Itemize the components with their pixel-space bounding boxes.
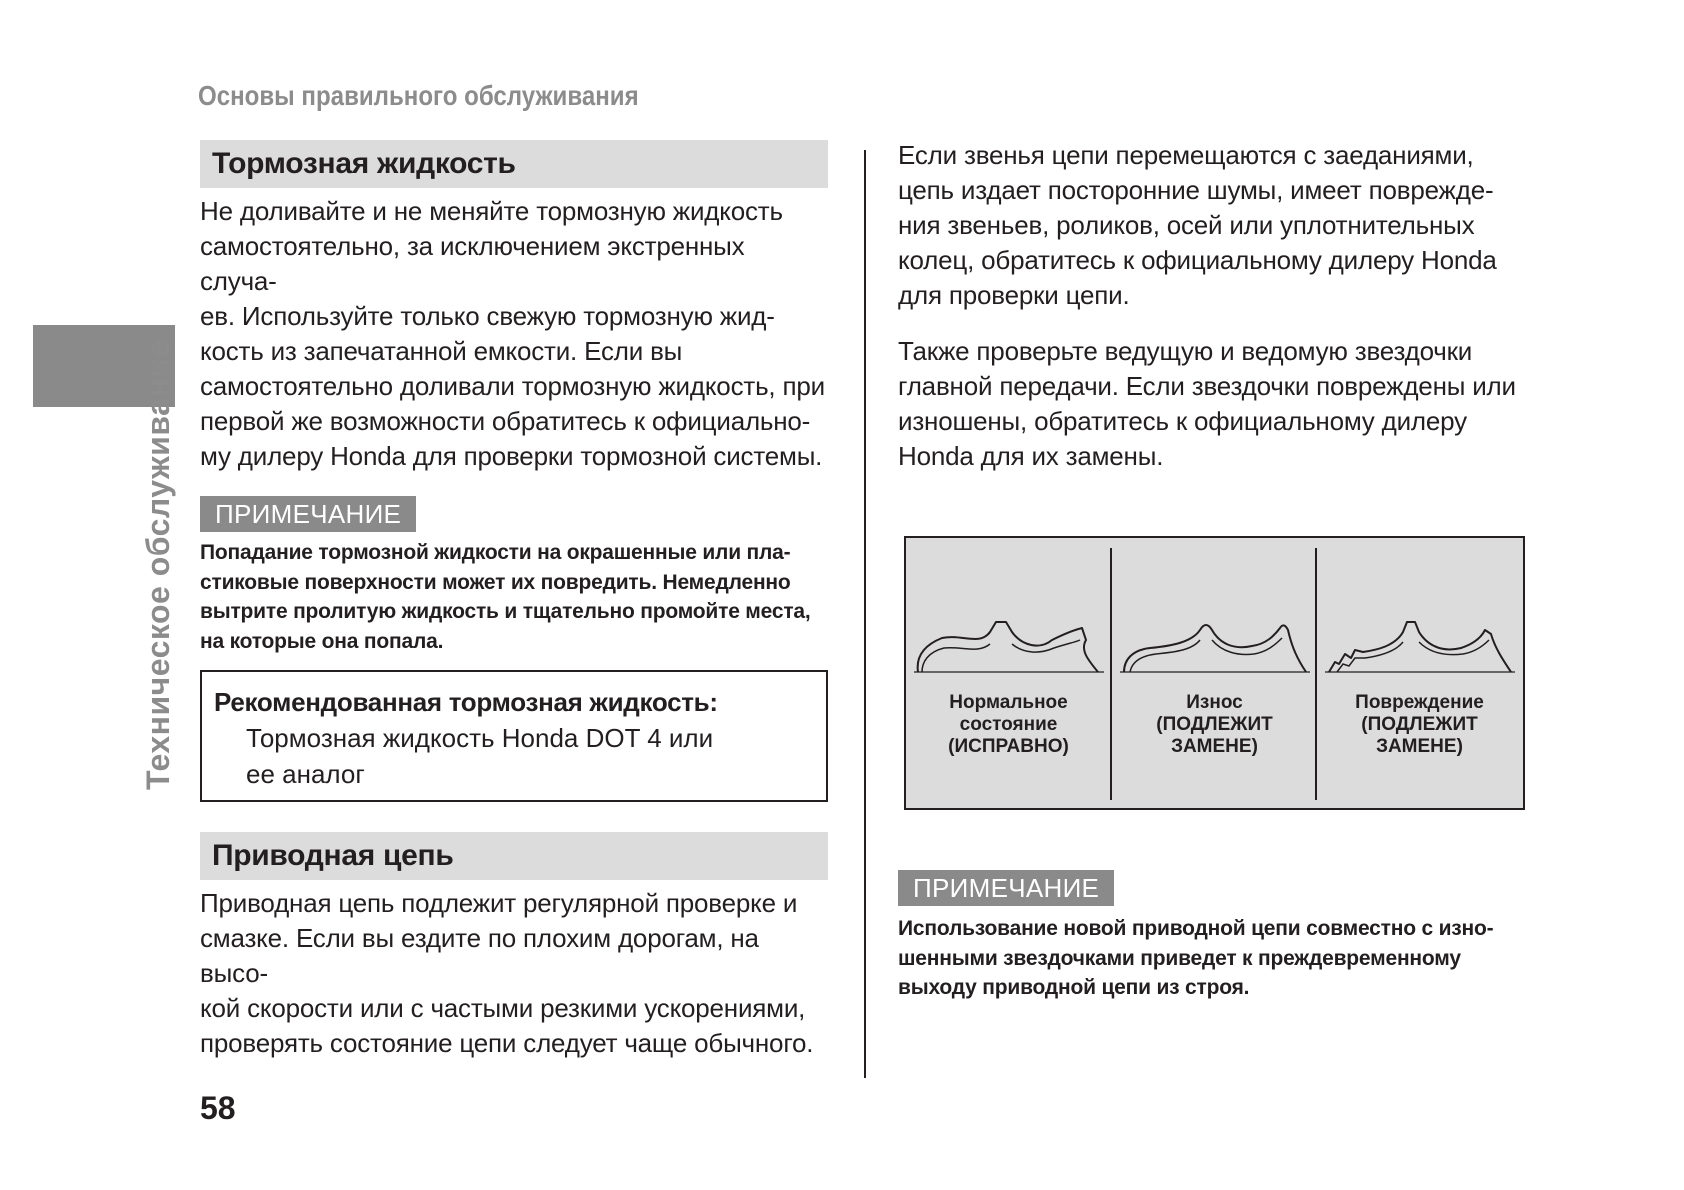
text-line: Не доливайте и не меняйте тормозную жидкость — [200, 196, 783, 226]
sprocket-condition-figure — [904, 536, 1525, 810]
note-badge: ПРИМЕЧАНИЕ — [200, 496, 416, 532]
text-line: кость из запечатанной емкости. Если вы — [200, 336, 683, 366]
worn-sprocket-teeth-icon — [1120, 618, 1310, 692]
drive-chain-body — [200, 886, 828, 1061]
right-column — [898, 138, 1528, 1003]
figure-panel-damaged — [1317, 538, 1522, 808]
text-line: му дилеру Honda для проверки тормозной системы. — [200, 441, 823, 471]
text-line: Использование новой приводной цепи совместно с изно- — [898, 917, 1494, 940]
page-header: Основы правильного обслуживания — [198, 80, 639, 111]
figure-caption-normal: Нормальное состояние (ИСПРАВНО) — [948, 692, 1069, 757]
text-line: стиковые поверхности может их повредить. Немедленно — [200, 570, 791, 594]
text-line: смазке. Если вы ездите по плохим дорогам, на высо- — [200, 923, 759, 988]
damaged-sprocket-teeth-icon — [1325, 618, 1515, 692]
text-line: Honda для их замены. — [898, 441, 1164, 471]
drive-chain-title: Приводная цепь — [200, 832, 828, 880]
text-line: ния звеньев, роликов, осей или уплотнительных — [898, 210, 1475, 240]
text-line: Попадание тормозной жидкости на окрашенные или пла- — [200, 541, 791, 564]
recommended-fluid-title: Рекомендованная тормозная жидкость: — [214, 687, 718, 717]
brake-fluid-title: Тормозная жидкость — [200, 140, 828, 188]
text-line: шенными звездочками приведет к преждевременному — [898, 946, 1461, 970]
brake-note — [200, 496, 828, 656]
text-line: цепь издает посторонние шумы, имеет поврежде- — [898, 175, 1494, 205]
figure-caption-damaged: Повреждение (ПОДЛЕЖИТ ЗАМЕНЕ) — [1355, 692, 1484, 757]
text-line: для проверки цепи. — [898, 280, 1130, 310]
text-line: вытрите пролитую жидкость и тщательно промойте места, — [200, 600, 811, 623]
text-line: на которые она попала. — [200, 629, 444, 653]
note-badge: ПРИМЕЧАНИЕ — [898, 870, 1114, 906]
chain-note-text — [898, 914, 1528, 1003]
recommended-fluid-value: Тормозная жидкость Honda DOT 4 или ее аналог — [246, 723, 714, 789]
chain-note — [898, 870, 1528, 1003]
text-line: выходу приводной цепи из строя. — [898, 976, 1250, 999]
text-line: кой скорости или с частыми резкими ускорениями, — [200, 993, 806, 1023]
brake-fluid-body — [200, 194, 828, 474]
figure-panel-worn — [1112, 538, 1317, 808]
column-divider — [864, 150, 866, 1078]
text-line: самостоятельно, за исключением экстренных случа- — [200, 231, 745, 296]
brake-note-text — [200, 538, 828, 656]
text-line: изношены, обратитесь к официальному дилеру — [898, 406, 1467, 436]
text-line: ев. Используйте только свежую тормозную жид- — [200, 301, 775, 331]
left-column — [200, 140, 828, 1061]
normal-sprocket-teeth-icon — [914, 618, 1104, 692]
text-line: Если звенья цепи перемещаются с заеданиями, — [898, 140, 1474, 170]
figure-panel-normal — [906, 538, 1111, 808]
text-line: самостоятельно доливали тормозную жидкость, при — [200, 371, 825, 401]
page-number: 58 — [200, 1090, 236, 1126]
text-line: Приводная цепь подлежит регулярной проверке и — [200, 888, 798, 918]
text-line: главной передачи. Если звездочки повреждены или — [898, 371, 1516, 401]
figure-caption-worn: Износ (ПОДЛЕЖИТ ЗАМЕНЕ) — [1156, 692, 1273, 757]
text-line: колец, обратитесь к официальному дилеру Honda — [898, 245, 1497, 275]
text-line: первой же возможности обратитесь к официально- — [200, 406, 811, 436]
chain-inspection-text — [898, 138, 1528, 313]
text-line: Также проверьте ведущую и ведомую звездочки — [898, 336, 1473, 366]
section-side-label: Техническое обслуживание — [140, 339, 176, 790]
recommended-fluid-box — [200, 670, 828, 802]
sprocket-inspection-text — [898, 334, 1528, 474]
text-line: проверять состояние цепи следует чаще обычного. — [200, 1028, 814, 1058]
